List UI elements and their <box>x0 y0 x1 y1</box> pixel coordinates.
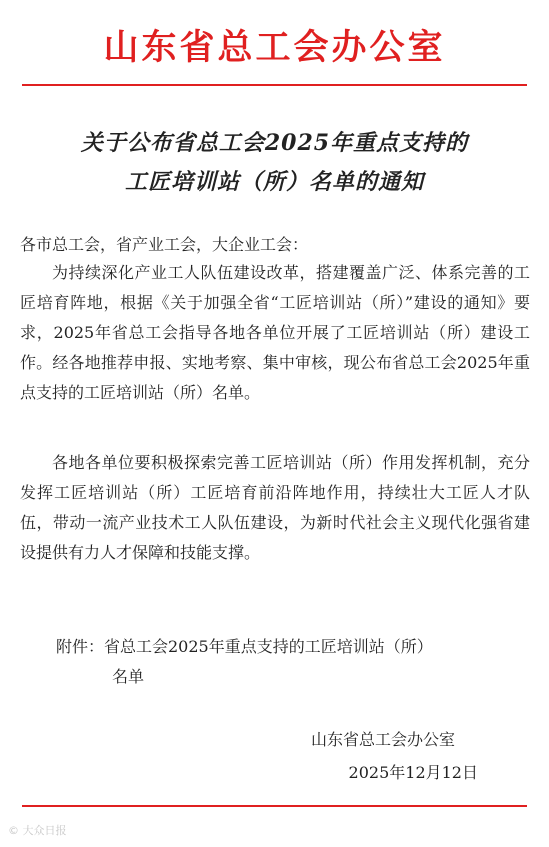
org-header-title: 山东省总工会办公室 <box>103 28 446 68</box>
notice-title-line-1: 关于公布省总工会2025年重点支持的 <box>80 130 469 156</box>
watermark-logo: © 大众日报 <box>8 824 67 837</box>
notice-title-line-2: 工匠培训站（所）名单的通知 <box>124 169 424 195</box>
signature-date: 2025年12月12日 <box>348 763 478 782</box>
footer-red-rule <box>22 805 527 807</box>
attachment-line-2: 名单 <box>112 667 145 686</box>
header-red-rule <box>22 84 527 86</box>
body-paragraph-2: 各地各单位要积极探索完善工匠培训站（所）作用发挥机制，充分发挥工匠培训站（所）工匠培育前沿阵地作用，持续壮大工匠人才队伍，带动一流产业技术工人队伍建设，为新时代社会主义现代化强省建设提供有力人才保障和技能支撑。 <box>20 453 530 562</box>
attachment-line-1: 附件：省总工会2025年重点支持的工匠培训站（所） <box>56 637 433 656</box>
body-paragraph-1: 为持续深化产业工人队伍建设改革，搭建覆盖广泛、体系完善的工匠培育阵地，根据《关于加强全省“工匠培训站（所）”建设的通知》要求，2025年省总工会指导各地各单位开展了工匠培训站（所）建设工作。经各地推荐申报、实地考察、集中审核，现公布省总工会2025年重点支持的工匠培训站（所）名单。 <box>20 263 530 402</box>
salutation: 各市总工会，省产业工会，大企业工会： <box>20 235 309 254</box>
attachment-note <box>56 632 526 692</box>
signature-organization: 山东省总工会办公室 <box>310 730 455 749</box>
